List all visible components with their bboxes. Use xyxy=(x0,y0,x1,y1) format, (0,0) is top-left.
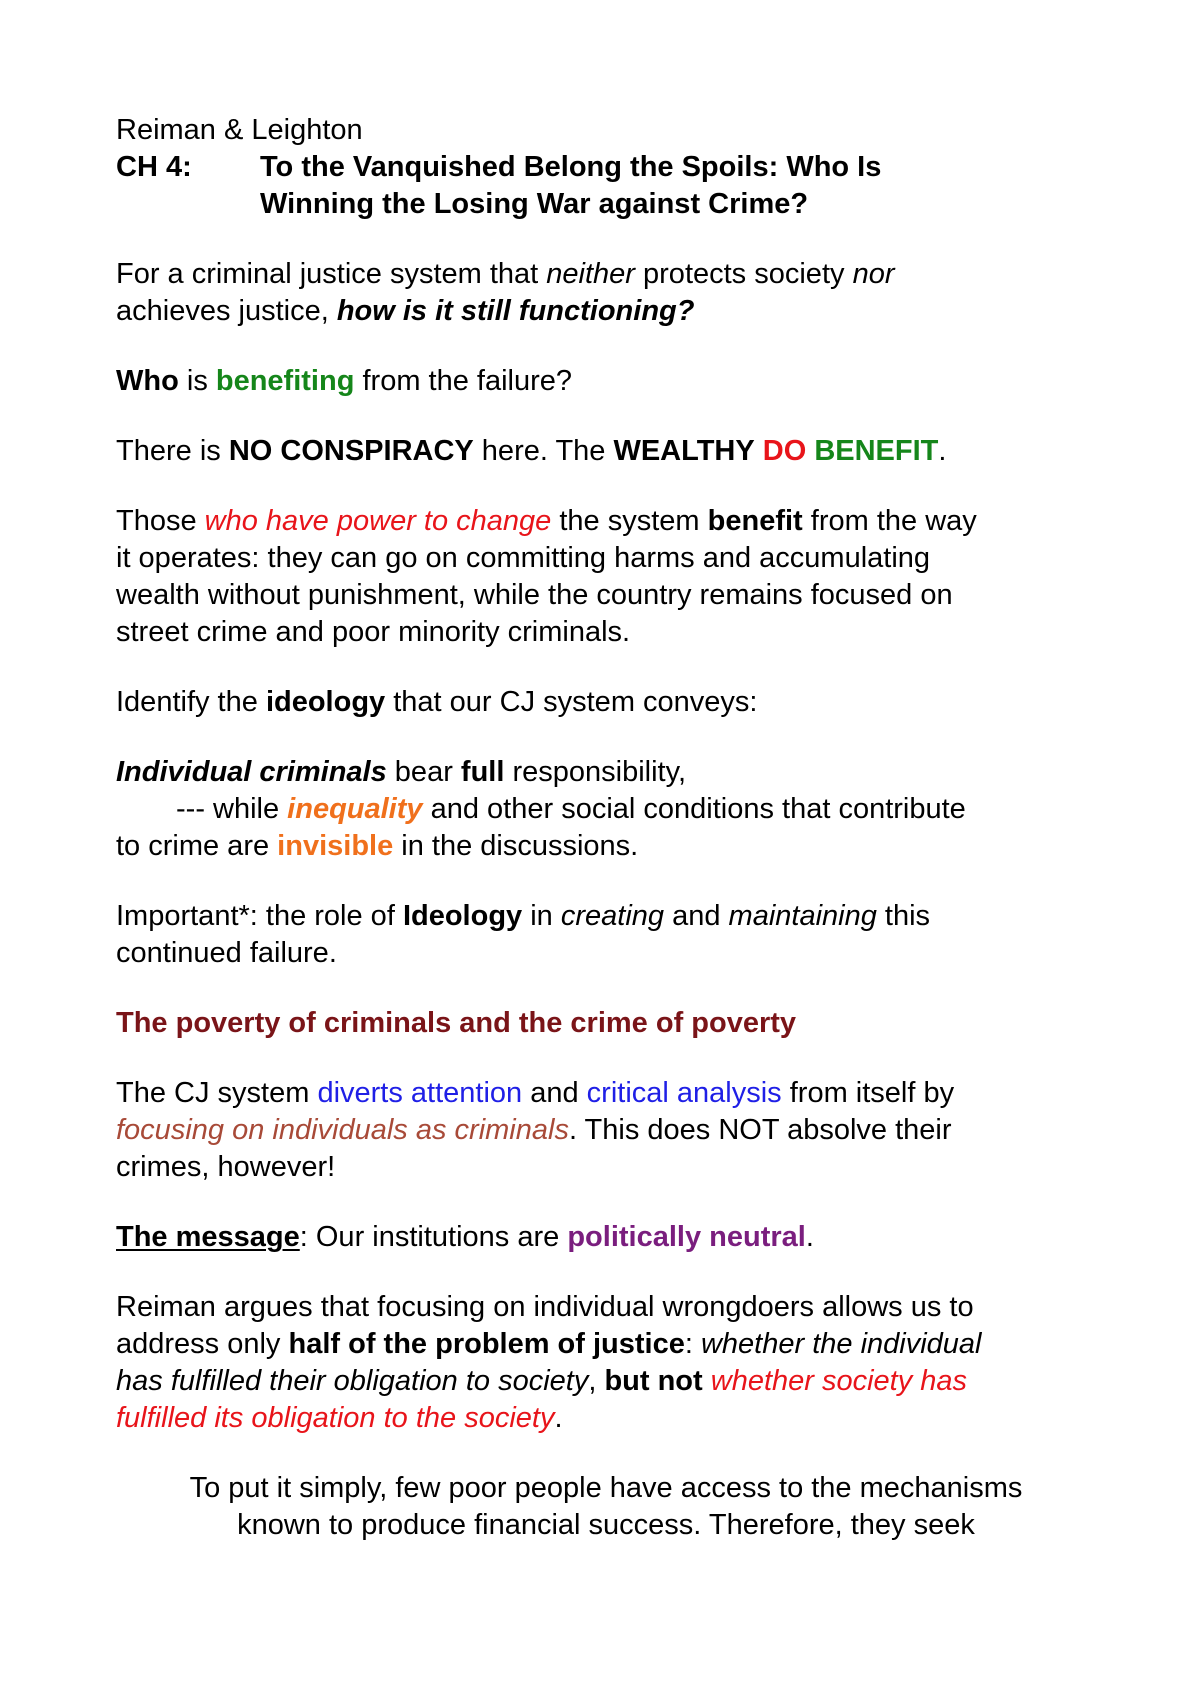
important-paragraph: Important*: the role of Ideology in creating and maintaining this continued failure. xyxy=(116,900,931,969)
conspiracy-paragraph: There is NO CONSPIRACY here. The WEALTHY DO BENEFIT. xyxy=(116,435,947,467)
those-paragraph: Those who have power to change the system benefit from the way it operates: they can go on committing harms and accumulating wealth without punishment, while the country remains focused on street crime and poor minority criminals. xyxy=(116,505,977,648)
identify-paragraph: Identify the ideology that our CJ system conveys: xyxy=(116,686,758,718)
chapter-title xyxy=(260,149,1096,223)
author-line: Reiman & Leighton xyxy=(116,114,363,146)
chapter-label: CH 4: xyxy=(116,151,192,183)
document-body xyxy=(116,112,1096,1544)
simply-paragraph: To put it simply, few poor people have access to the mechanisms known to produce financial success. Therefore, they seek xyxy=(189,1472,1023,1541)
section-heading: The poverty of criminals and the crime of poverty xyxy=(116,1007,797,1039)
diverts-paragraph: The CJ system diverts attention and critical analysis from itself by focusing on individuals as criminals. This does NOT absolve their crimes, however! xyxy=(116,1077,955,1183)
chapter-heading xyxy=(116,149,1096,223)
reiman-paragraph: Reiman argues that focusing on individual wrongdoers allows us to address only half of the problem of justice: whether the individual has fulfilled their obligation to society, but not whether society has fulfilled its obligation to the society. xyxy=(116,1291,982,1434)
question-paragraph: For a criminal justice system that neither protects society nor achieves justice, how is it still functioning? xyxy=(116,258,895,327)
individual-paragraph: Individual criminals bear full responsibility, --- while inequality and other social conditions that contribute to crime are invisible in the discussions. xyxy=(116,756,966,862)
chapter-title-line-1: To the Vanquished Belong the Spoils: Who Is xyxy=(260,151,882,183)
chapter-title-line-2: Winning the Losing War against Crime? xyxy=(260,188,809,220)
message-paragraph: The message: Our institutions are politically neutral. xyxy=(116,1221,814,1253)
who-paragraph: Who is benefiting from the failure? xyxy=(116,365,573,397)
